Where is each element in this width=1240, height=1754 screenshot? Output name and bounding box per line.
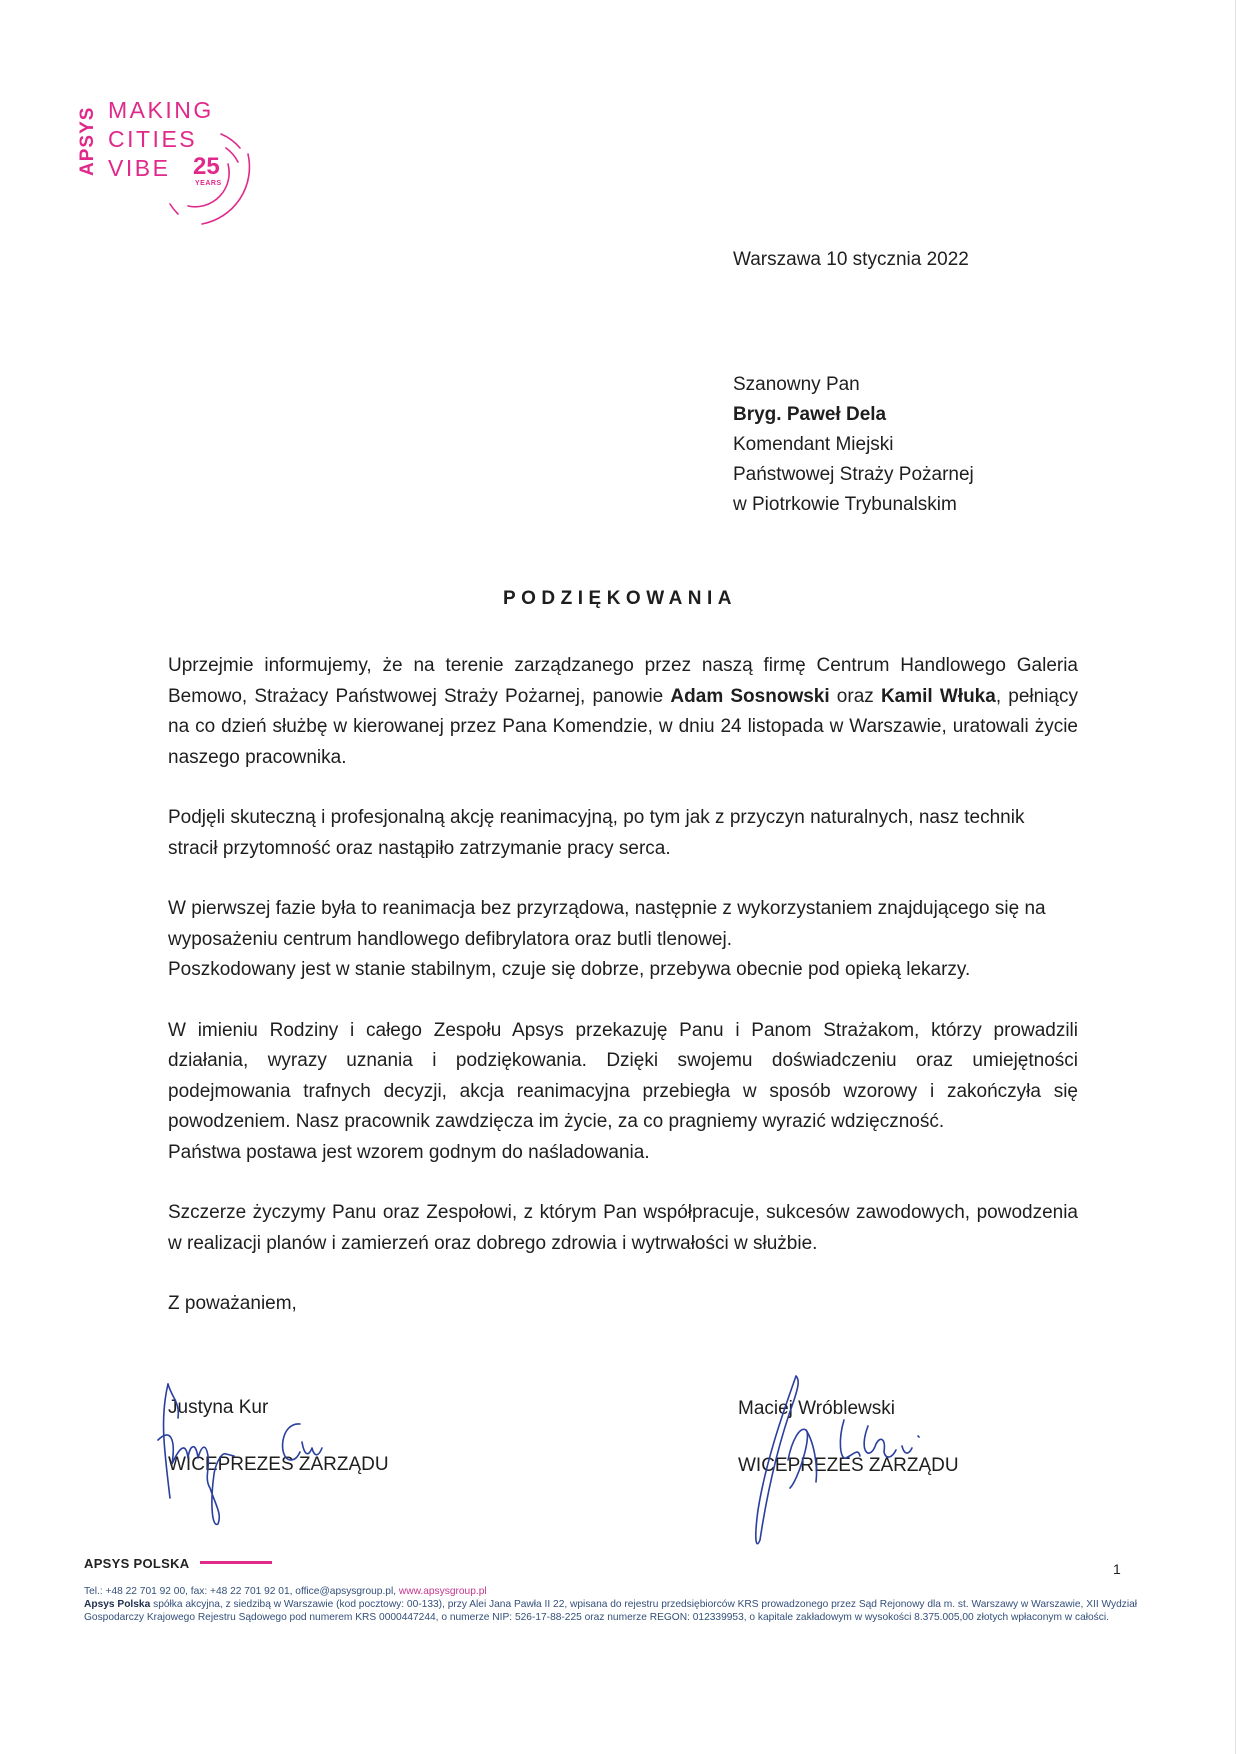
- footer-accent-bar: [200, 1561, 272, 1564]
- footer-contact-line: [84, 1585, 1144, 1598]
- paragraph-1-text-end: , pełniący na co dzień służbę w kierowanej przez Pana Komendzie, w dniu 24 listopada w Warszawie, uratowali życie naszego pracownika.: [168, 685, 1078, 768]
- addressee-location: w Piotrkowie Trybunalskim: [733, 494, 957, 515]
- logo-anniversary-number: 25: [193, 153, 220, 180]
- firefighter-name-1: Adam Sosnowski: [670, 685, 830, 707]
- addressee-name: Bryg. Paweł Dela: [733, 404, 887, 425]
- handwritten-signature-left-icon: [150, 1378, 380, 1528]
- paragraph-1-text: Uprzejmie informujemy, że na terenie zarządzanego przez naszą firmę Centrum Handlowego Galeria Bemowo, Strażacy Państwowej Straży Pożarnej, panowie: [168, 655, 1078, 707]
- paragraph-4b: Państwa postawa jest wzorem godnym do naśladowania.: [168, 1141, 650, 1163]
- paragraph-2: Podjęli skuteczną i profesjonalną akcję reanimacyjną, po tym jak z przyczyn naturalnych, nasz technik stracił przytomność oraz nastąpiło zatrzymanie pracy serca.: [168, 807, 1025, 859]
- page-number: 1: [1113, 1561, 1121, 1577]
- footer-legal-text: [84, 1585, 1144, 1624]
- footer-legal: spółka akcyjna, z siedzibą w Warszawie (kod pocztowy: 00-133), przy Alei Jana Pawła II 22, wpisana do rejestru przedsiębiorców KRS prowadzonego przez Sąd Rejonowy dla m. st. Warszawy w Warszawie, XII Wydział Gospodarczy Krajowego Rejestru Sądowego pod numerem KRS 0000447244, o numerze NIP: 526-17-88-225 oraz numerze REGON: 012339953, o kapitale zakładowym w wysokości 8.375.005,00 złotych wpłaconym w całości.: [84, 1599, 1138, 1623]
- footer-brand: APSYS POLSKA: [84, 1556, 190, 1571]
- page-edge: [1235, 0, 1236, 1754]
- logo-anniversary-label: YEARS: [195, 180, 222, 187]
- addressee-salutation: Szanowny Pan: [733, 374, 860, 395]
- apsys-logo: [78, 96, 268, 226]
- paragraph-5: Szczerze życzymy Panu oraz Zespołowi, z którym Pan współpracuje, sukcesów zawodowych, powodzenia w realizacji planów i zamierzeń oraz dobrego zdrowia i wytrwałości w służbie.: [168, 1202, 1078, 1254]
- letter-body: [168, 651, 1078, 1350]
- letter-title: PODZIĘKOWANIA: [502, 588, 738, 609]
- paragraph-3a: W pierwszej fazie była to reanimacja bez przyrządowa, następnie z wykorzystaniem znajdującego się na wyposażeniu centrum handlowego defibrylatora oraz butli tlenowej.: [168, 898, 1046, 950]
- signatory-name: Justyna Kur: [168, 1397, 269, 1418]
- signatory-role: WICEPREZES ZARZĄDU: [168, 1454, 389, 1475]
- paragraph-1-connector: oraz: [829, 685, 881, 707]
- footer-company-name: Apsys Polska: [84, 1599, 151, 1610]
- footer-contact: Tel.: +48 22 701 92 00, fax: +48 22 701 92 01, office@apsysgroup.pl,: [84, 1586, 399, 1597]
- paragraph-1: [168, 651, 1078, 773]
- logo-apsys-vertical: APSYS: [77, 106, 98, 176]
- logo-line-cities: CITIES: [108, 126, 198, 152]
- footer-website-link[interactable]: www.apsysgroup.pl: [398, 1586, 487, 1597]
- closing: Z poważaniem,: [168, 1293, 297, 1314]
- signatory-role: WICEPREZES ZARZĄDU: [738, 1455, 959, 1476]
- place-date: Warszawa 10 stycznia 2022: [733, 249, 969, 270]
- paragraph-4a: W imieniu Rodziny i całego Zespołu Apsys przekazuję Panu i Panom Strażakom, którzy prowadzili działania, wyrazy uznania i podziękowania. Dzięki swojemu doświadczeniu oraz umiejętności podejmowania trafnych decyzji, akcja reanimacyjna przebiegła w sposób wzorowy i zakończyła się powodzeniem. Nasz pracownik zawdzięcza im życie, za co pragniemy wyrazić wdzięczność.: [168, 1019, 1078, 1132]
- logo-line-vibe: VIBE: [108, 155, 171, 181]
- footer-legal-block: [84, 1598, 1144, 1624]
- firefighter-name-2: Kamil Włuka: [880, 685, 996, 707]
- addressee-block: [733, 370, 974, 520]
- signatory-name: Maciej Wróblewski: [738, 1398, 895, 1419]
- addressee-position: Komendant Miejski: [733, 434, 894, 455]
- logo-line-making: MAKING: [108, 97, 214, 123]
- addressee-institution: Państwowej Straży Pożarnej: [733, 464, 974, 485]
- handwritten-signature-right-icon: [728, 1370, 968, 1560]
- paragraph-3b: Poszkodowany jest w stanie stabilnym, czuje się dobrze, przebywa obecnie pod opieką lekarzy.: [168, 959, 971, 980]
